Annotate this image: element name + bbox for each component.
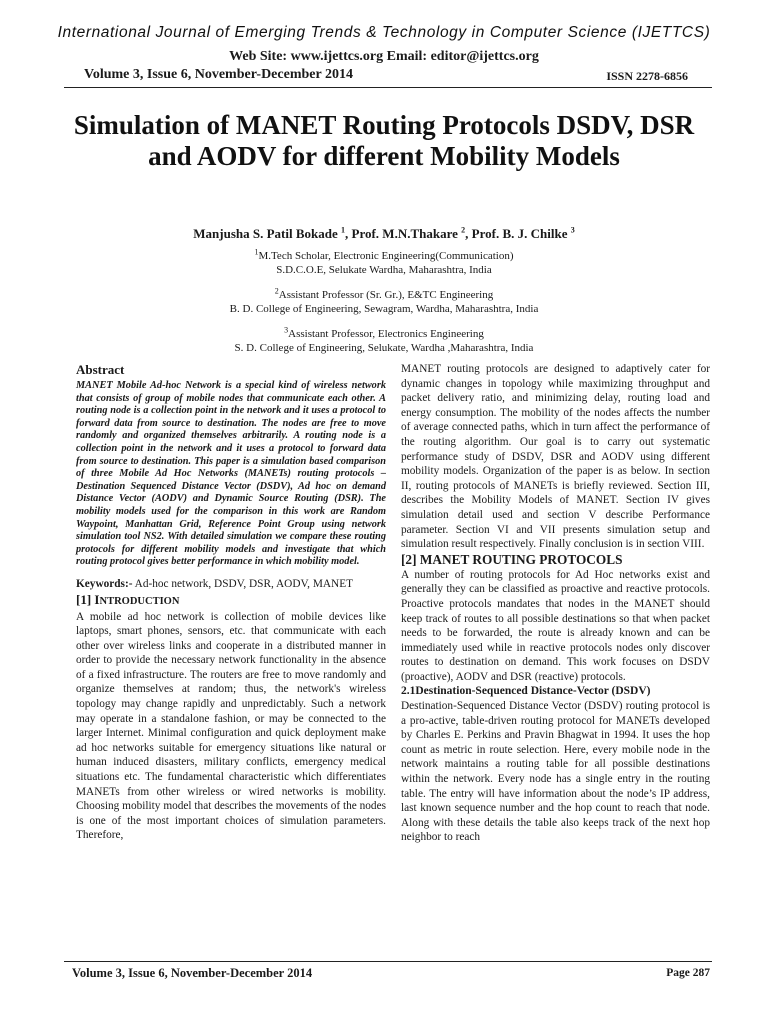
affiliation-line: Assistant Professor, Electronics Engineering — [288, 328, 484, 340]
affiliation-line: Assistant Professor (Sr. Gr.), E&TC Engineering — [278, 289, 494, 301]
issn: ISSN 2278-6856 — [606, 69, 688, 83]
affiliation-line: S. D. College of Engineering, Selukate, Wardha ,Maharashtra, India — [234, 341, 534, 354]
keywords-text: Ad-hoc network, DSDV, DSR, AODV, MANET — [132, 577, 353, 590]
dsdv-text: Destination-Sequenced Distance Vector (DSDV) routing protocol is a pro-active, table-driven routing protocol for MANETs developed by Charles E. Perkins and Pravin Bhagwat in 1994. It uses the hop count as metric in route selection. Here, every mobile node in the network maintains a routing table for all possible destinations within the network. Every node has a single entry in the routing table. The entry will have information about the node’s IP address, last known sequence number and the hop count to reach that node. Along with these details the table also keeps track of the next hop neighbor to reach — [401, 700, 710, 844]
header-divider — [64, 87, 712, 88]
left-column — [76, 362, 386, 843]
footer-divider — [64, 961, 712, 962]
footer-volume: Volume 3, Issue 6, November-December 2014 — [72, 966, 313, 980]
author-name: Prof. B. J. Chilke — [471, 226, 571, 241]
affiliation-1 — [0, 247, 768, 277]
author-list — [0, 226, 768, 242]
footer — [72, 966, 710, 981]
introduction-text: A mobile ad hoc network is collection of mobile devices like laptops, smart phones, sensors, etc. that communicate with each other over wireless links and cooperate in a distributed manner in order to provide the necessary network functionality in the absence of a fixed infrastructure. The routers are free to move randomly and organize themselves at random; thus, the network's wireless topology may change rapidly and unpredictably. Such a network may operate in a standalone fashion, or may be connected to the larger Internet. Minimal configuration and quick deployment make ad hoc networks suitable for emergency situations like natural or human induced disasters, military conflicts, emergency medical situations etc. The fundamental characteristic which differentiates MANETs from other wireless or wired networks is mobility. Choosing mobility model that describes the movements of the nodes is one of the most important choices of simulation parameters. Therefore, — [76, 610, 386, 842]
volume-info: Volume 3, Issue 6, November-December 2014 — [84, 67, 353, 82]
journal-website: Web Site: www.ijettcs.org Email: editor@ijettcs.org — [229, 49, 539, 64]
heading-rest: NTRODUCTION — [99, 595, 180, 607]
affiliation-sup: 1 — [254, 247, 259, 257]
author-name: Prof. M.N.Thakare — [351, 226, 462, 241]
dsdv-heading: 2.1Destination-Sequenced Distance-Vector (DSDV) — [401, 685, 651, 698]
right-column — [401, 362, 710, 845]
author-sup: 1 — [341, 225, 345, 235]
affiliation-sup: 2 — [274, 286, 279, 296]
affiliation-line: S.D.C.O.E, Selukate Wardha, Maharashtra, India — [276, 263, 492, 276]
section-number: [1] — [76, 591, 95, 607]
routing-protocols-heading: [2] MANET ROUTING PROTOCOLS — [401, 551, 623, 567]
affiliation-sup: 3 — [284, 325, 289, 335]
affiliation-line: M.Tech Scholar, Electronic Engineering(Communication) — [258, 250, 514, 262]
affiliation-line: B. D. College of Engineering, Sewagram, Wardha, Maharashtra, India — [229, 302, 539, 315]
author-name: Manjusha S. Patil Bokade — [193, 226, 341, 241]
abstract-heading: Abstract — [76, 362, 125, 377]
author-sup: 2 — [461, 225, 466, 235]
abstract-text: MANET Mobile Ad-hoc Network is a special kind of wireless network that consists of group of mobile nodes that communicate each other. A routing node is a collection point in the network and it uses a protocol to forward data from source to destination. The nodes are free to move randomly and organized themselves arbitrarily. A routing node is a collection point in the network and it uses a protocol to forward data from source to destination. This paper is a simulation based comparison of three Mobile Ad Hoc Networks (MANETs) routing protocols – Destination Sequenced Distance Vector (DSDV), Ad hoc on demand Distance Vector (AODV) and Dynamic Source Routing (DSR). The mobility models used for the comparison in this work are Random Waypoint, Manhattan Grid, Reference Point Group using network simulation tool NS2. With detailed simulation we compare these routing protocols for different mobility models and investigate that which routing protocol gives better performance in which mobility model. — [76, 380, 386, 568]
volume-line — [84, 67, 688, 83]
affiliation-2 — [0, 286, 768, 316]
author-separator: , — [465, 226, 472, 241]
keywords — [76, 577, 386, 592]
journal-title: International Journal of Emerging Trends & Technology in Computer Science (IJETTCS) — [57, 24, 711, 41]
author-sup: 3 — [570, 225, 575, 235]
author-separator: , — [345, 226, 352, 241]
routing-protocols-text: A number of routing protocols for Ad Hoc networks exist and generally they can be classified as proactive and reactive protocols. Proactive protocols mandates that nodes in the MANET should keep track of routes to all possible destinations so that when packet needs to be forwarded, the route is already known and can be immediately used while in reactive protocols nodes only discover routes to destination on demand. This work focuses on DSDV (proactive), AODV and DSR (reactive) protocols. — [401, 568, 710, 683]
heading-initial: I — [94, 591, 100, 607]
paper-title: Simulation of MANET Routing Protocols DSDV, DSR and AODV for different Mobility Models — [73, 110, 695, 171]
keywords-label: Keywords:- — [76, 577, 133, 590]
page-number: Page 287 — [666, 967, 710, 979]
introduction-continued: MANET routing protocols are designed to adaptively cater for dynamic changes in topology while maximizing throughput and packet delivery ratio, and minimizing delay, routing load and energy consumption. The mobility of the nodes affects the number of average connected paths, which in turn affect the performance of the routing algorithm. Our goal is to carry out systematic performance study of DSDV, DSR and AODV using different mobility models. Organization of the paper is as below. In section II, routing protocols of MANETs is briefly reviewed. Section III, describes the Mobility Models of MANET. Section IV gives simulation detail used and section V describe Performance parameter. Section VI and VII presents simulation setup and simulation result respectively. Finally conclusion is in section VIII. — [401, 363, 710, 551]
affiliation-3 — [0, 325, 768, 355]
introduction-heading — [76, 592, 386, 610]
